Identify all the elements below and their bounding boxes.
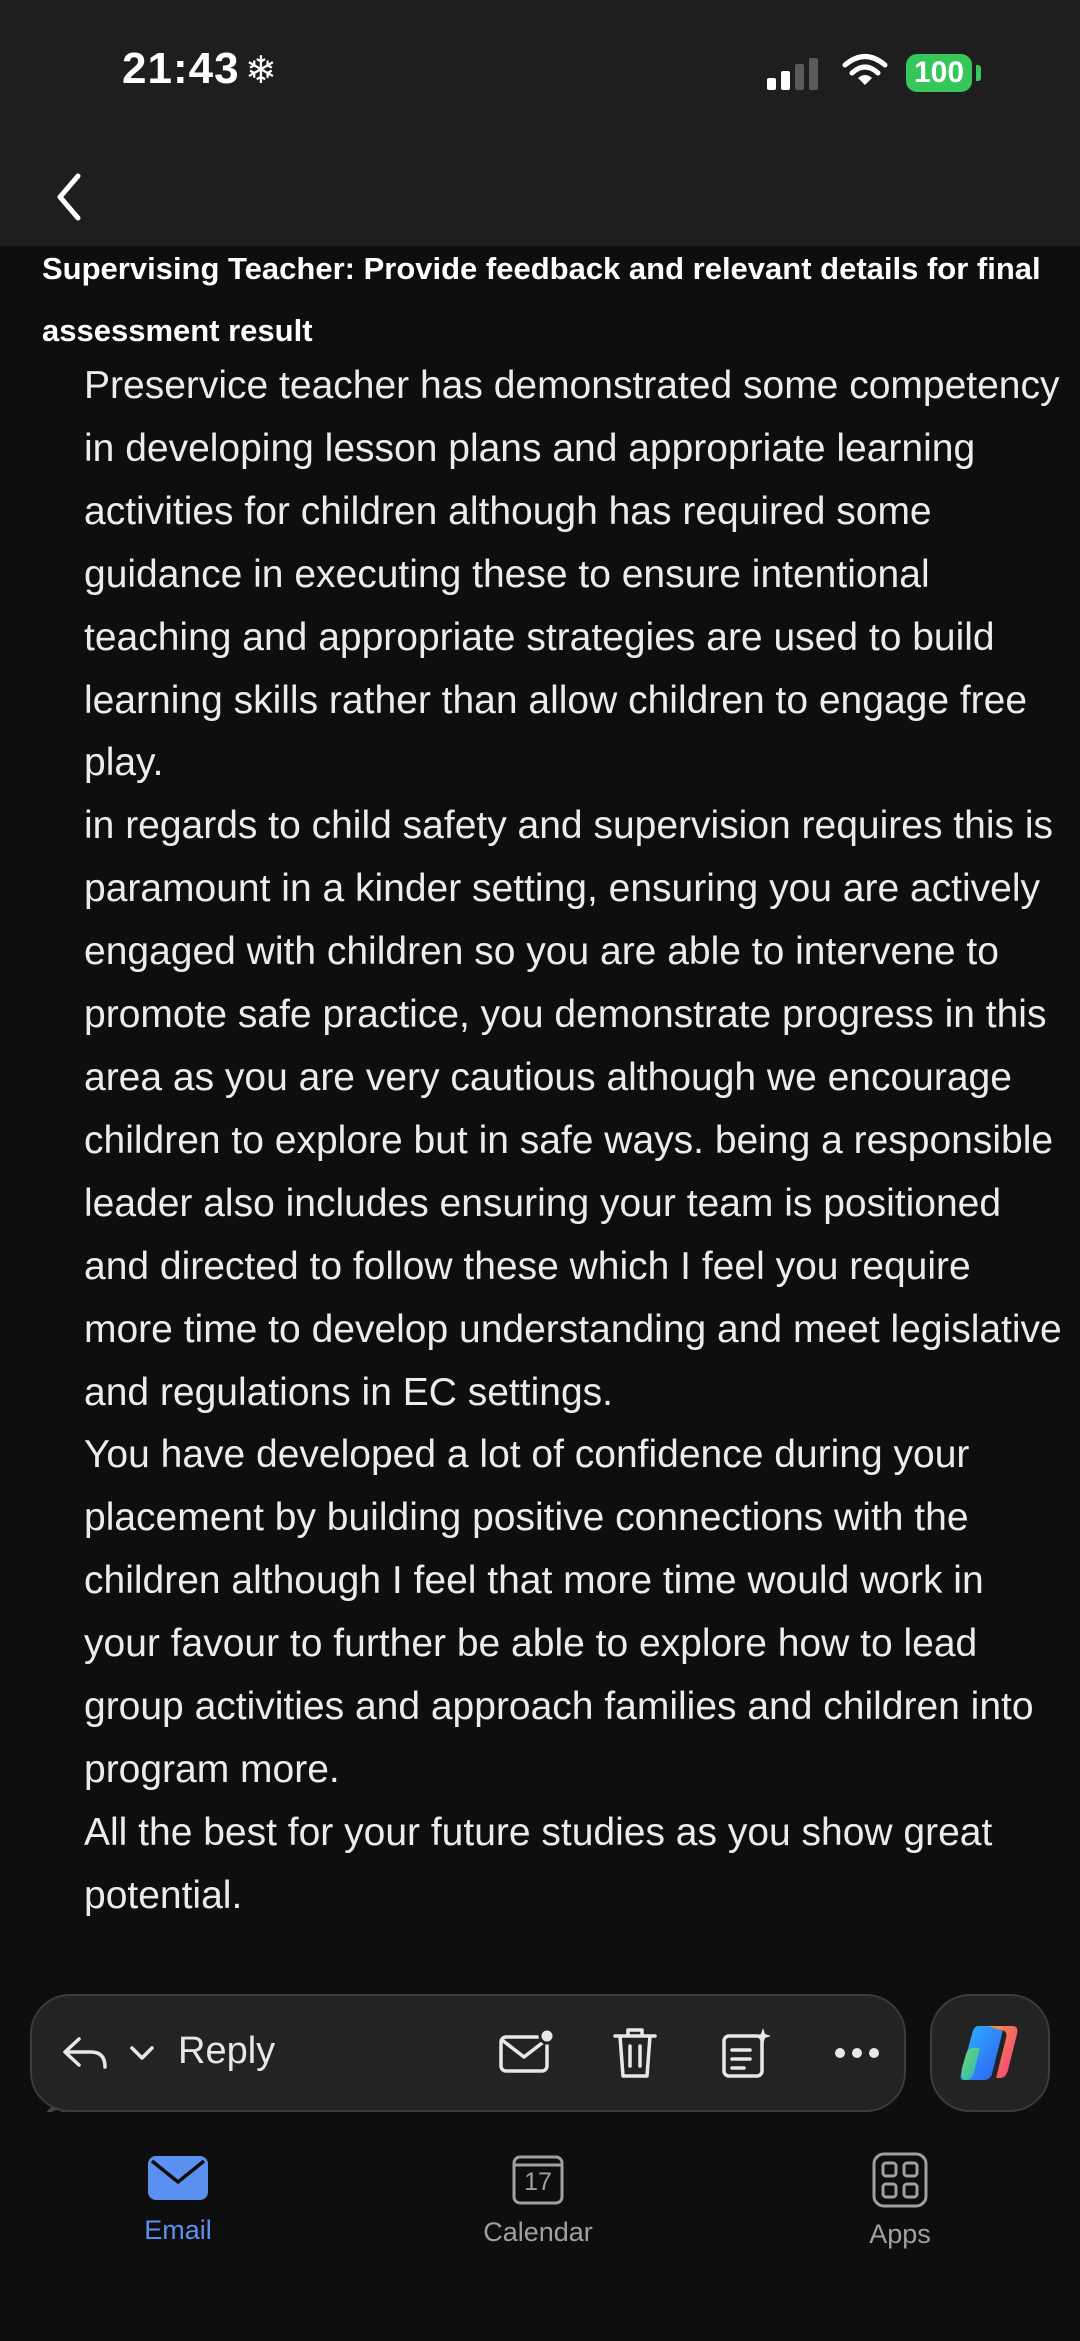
cellular-signal-icon <box>765 56 821 94</box>
section-title: Supervising Teacher: Provide feedback and relevant details for final assessment result <box>42 251 1041 348</box>
tab-bar <box>0 2112 1080 2341</box>
feedback-paragraph: Preservice teacher has demonstrated some competency in developing lesson plans and appropriate learning activities for children although has required some guidance in executing these to ensure intentional teaching and appropriate strategies are used to build learning skills rather than allow children to engage free play. <box>84 364 1060 785</box>
status-time: 21:43 <box>122 44 240 93</box>
message-action-bar <box>30 1994 906 2112</box>
wifi-icon <box>842 52 888 90</box>
tab-email[interactable] <box>68 2152 288 2246</box>
summarize-icon[interactable] <box>718 1996 774 2110</box>
feedback-paragraph: All the best for your future studies as you show great potential. <box>84 1810 993 1917</box>
delete-trash-icon[interactable] <box>608 1996 662 2110</box>
tab-calendar-label: Calendar <box>483 2217 593 2247</box>
reply-button[interactable]: Reply <box>178 2030 276 2072</box>
battery-cap <box>976 65 981 81</box>
chevron-down-icon[interactable] <box>126 1996 158 2110</box>
calendar-day-number: 17 <box>524 2168 552 2196</box>
back-chevron-icon[interactable] <box>40 162 100 232</box>
status-bar <box>0 0 1080 150</box>
tab-email-label: Email <box>144 2215 212 2245</box>
reply-arrow-icon[interactable] <box>60 1996 110 2110</box>
tab-apps-label: Apps <box>869 2219 931 2249</box>
mark-unread-icon[interactable] <box>496 1996 558 2110</box>
copilot-icon <box>956 2022 1024 2084</box>
mail-icon <box>146 2152 210 2204</box>
tab-calendar[interactable] <box>428 2152 648 2248</box>
feedback-paragraph: You have developed a lot of confidence during your placement by building positive connections with the children although I feel that more time would work in your favour to further be able to explore how to lead group activities and approach families and children into program more. <box>84 1433 1034 1791</box>
copilot-button[interactable] <box>930 1994 1050 2112</box>
apps-grid-icon <box>872 2152 928 2208</box>
calendar-icon <box>511 2152 565 2206</box>
more-options-icon[interactable] <box>832 1996 882 2110</box>
tab-apps[interactable] <box>790 2152 1010 2250</box>
nav-bar <box>0 150 1080 246</box>
battery-indicator: 100 <box>906 54 972 92</box>
feedback-text <box>84 355 1064 1928</box>
feedback-paragraph: in regards to child safety and supervision requires this is paramount in a kinder setting, ensuring you are actively engaged with children so you are able to intervene to promote safe practice, you demonstrate progress in this area as you are very cautious although we encourage children to explore but in safe ways. being a responsible leader also includes ensuring your team is positioned and directed to follow these which I feel you require more time to develop understanding and meet legislative and regulations in EC settings. <box>84 804 1062 1414</box>
snowflake-icon: ❄ <box>245 50 277 92</box>
